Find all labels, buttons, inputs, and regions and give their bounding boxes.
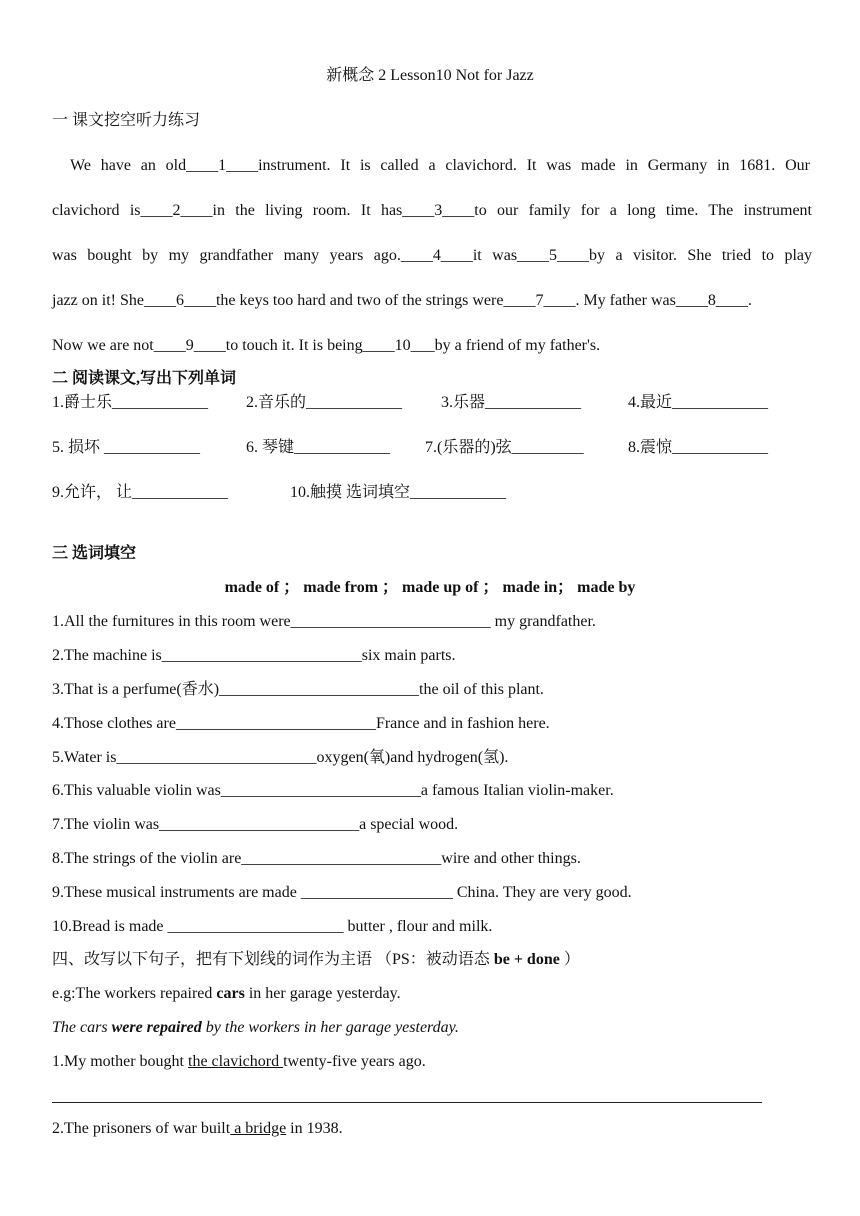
vocab-item: 9.允许， 让____________ [52, 484, 229, 501]
cloze-line: Now we are not____9____to touch it. It is being____10___by a friend of my father's. [52, 337, 601, 354]
underlined-object: a bridge [230, 1120, 287, 1137]
cloze-line: clavichord is____2____in the living room. It has____3____to our family for a long time. The instrument [52, 202, 812, 219]
example-answer [52, 1018, 459, 1038]
cloze-line: jazz on it! She____6____the keys too hard and two of the strings were____7____. My father was____8____. [52, 292, 752, 309]
fill-item: 4.Those clothes are_________________________France and in fashion here. [52, 715, 550, 732]
word-options: made of ； made from ； made up of ； made in； made by [224, 579, 636, 596]
section4-heading [52, 950, 580, 970]
section4-heading-close: ） [559, 951, 580, 968]
fill-item: 5.Water is_________________________oxygen(氧)and hydrogen(氢). [52, 749, 509, 766]
section4-heading-text: 四、改写以下句子，把有下划线的词作为主语 （PS：被动语态 [52, 951, 494, 968]
question-text-end: twenty-five years ago. [283, 1053, 426, 1070]
fill-item: 2.The machine is_________________________six main parts. [52, 647, 456, 664]
vocab-item: 5. 损坏 ____________ [52, 439, 201, 456]
cloze-line: was bought by my grandfather many years ago.____4____it was____5____by a visitor. She tried to play [52, 247, 812, 264]
vocab-item: 4.最近____________ [628, 394, 769, 411]
answer-line [52, 1102, 762, 1103]
underlined-object: the clavichord [188, 1053, 284, 1070]
fill-item: 6.This valuable violin was_________________________a famous Italian violin-maker. [52, 782, 614, 799]
answer-text-end: by the workers in her garage yesterday. [201, 1019, 459, 1036]
section3-heading: 三 选词填空 [52, 545, 137, 562]
rewrite-question-2 [52, 1119, 343, 1139]
question-text: 2.The prisoners of war built [52, 1120, 231, 1137]
rewrite-question-1 [52, 1052, 426, 1072]
fill-item: 10.Bread is made ______________________ butter , flour and milk. [52, 918, 493, 935]
section4-heading-formula: be + done [493, 951, 560, 968]
page-title: 新概念 2 Lesson10 Not for Jazz [326, 67, 534, 84]
question-text-end: in 1938. [286, 1120, 343, 1137]
fill-item: 8.The strings of the violin are_________________________wire and other things. [52, 850, 581, 867]
vocab-item: 8.震惊____________ [628, 439, 769, 456]
section1-heading: 一 课文挖空听力练习 [52, 112, 201, 129]
vocab-item: 7.(乐器的)弦_________ [425, 439, 584, 456]
example-object: cars [216, 985, 245, 1002]
answer-verb: were repaired [111, 1019, 202, 1036]
section2-heading: 二 阅读课文,写出下列单词 [52, 370, 237, 387]
question-text: 1.My mother bought [52, 1053, 188, 1070]
fill-item: 3.That is a perfume(香水)_________________________the oil of this plant. [52, 681, 544, 698]
fill-item: 7.The violin was_________________________a special wood. [52, 816, 459, 833]
example-text-end: in her garage yesterday. [244, 985, 401, 1002]
vocab-item: 6. 琴键____________ [246, 439, 391, 456]
fill-item: 9.These musical instruments are made ___________________ China. They are very good. [52, 884, 632, 901]
example-text: e.g:The workers repaired [52, 985, 217, 1002]
example-sentence [52, 984, 401, 1004]
cloze-line: We have an old____1____instrument. It is called a clavichord. It was made in Germany in 1681. Our [70, 157, 810, 174]
answer-text: The cars [52, 1019, 112, 1036]
vocab-item: 2.音乐的____________ [246, 394, 403, 411]
vocab-item: 3.乐器____________ [441, 394, 582, 411]
vocab-item: 10.触摸 选词填空____________ [290, 484, 507, 501]
fill-item: 1.All the furnitures in this room were_________________________ my grandfather. [52, 613, 596, 630]
vocab-item: 1.爵士乐____________ [52, 394, 209, 411]
